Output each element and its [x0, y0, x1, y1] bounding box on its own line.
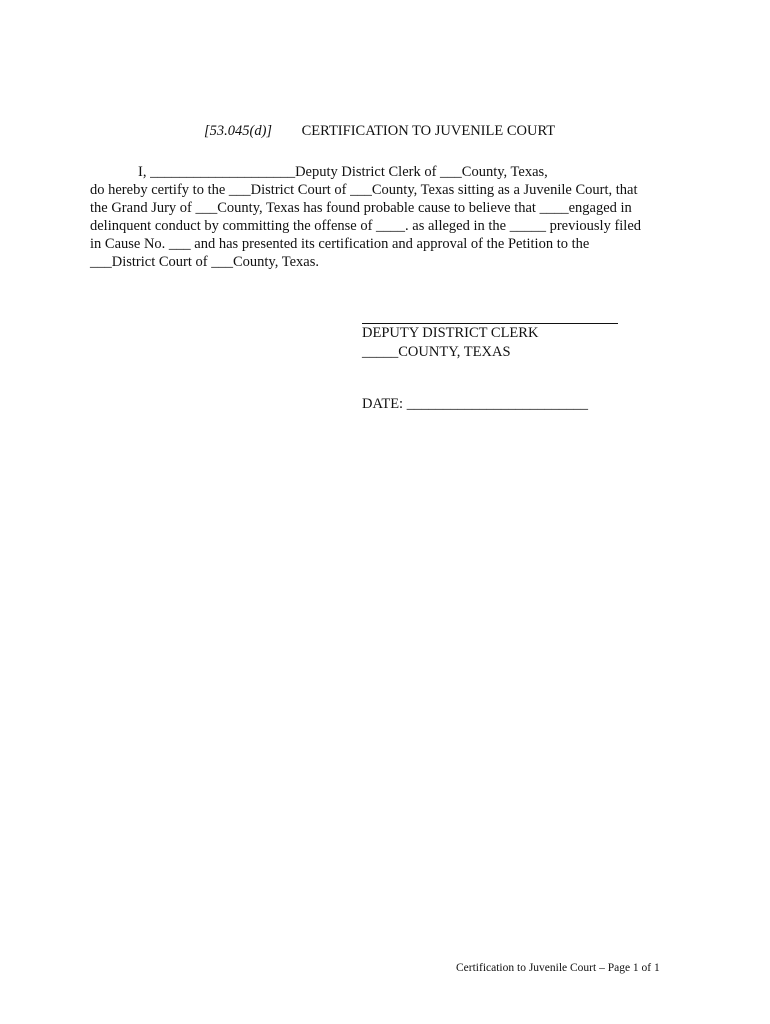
date-line: DATE: _________________________	[362, 396, 588, 412]
signature-block	[362, 306, 618, 362]
paragraph-line: do hereby certify to the ___District Court of ___County, Texas sitting as a Juvenile Court, that	[90, 182, 638, 198]
paragraph-line: in Cause No. ___ and has presented its certification and approval of the Petition to the	[90, 236, 590, 252]
paragraph-line: delinquent conduct by committing the offense of ____. as alleged in the _____ previously filed	[90, 218, 642, 234]
paragraph-line: the Grand Jury of ___County, Texas has found probable cause to believe that ____engaged in	[90, 200, 632, 216]
signature-line	[362, 306, 618, 324]
paragraph-line: I, ____________________Deputy District Clerk of ___County, Texas,	[138, 164, 548, 180]
signature-county: _____COUNTY, TEXAS	[362, 344, 511, 360]
document-heading	[204, 123, 555, 140]
paragraph-line: ___District Court of ___County, Texas.	[90, 254, 319, 270]
document-title: CERTIFICATION TO JUVENILE COURT	[301, 123, 556, 139]
certification-paragraph	[90, 163, 680, 271]
signature-title: DEPUTY DISTRICT CLERK	[362, 325, 539, 341]
rule-reference: [53.045(d)]	[204, 123, 273, 139]
page-footer: Certification to Juvenile Court – Page 1 of 1	[456, 962, 660, 974]
